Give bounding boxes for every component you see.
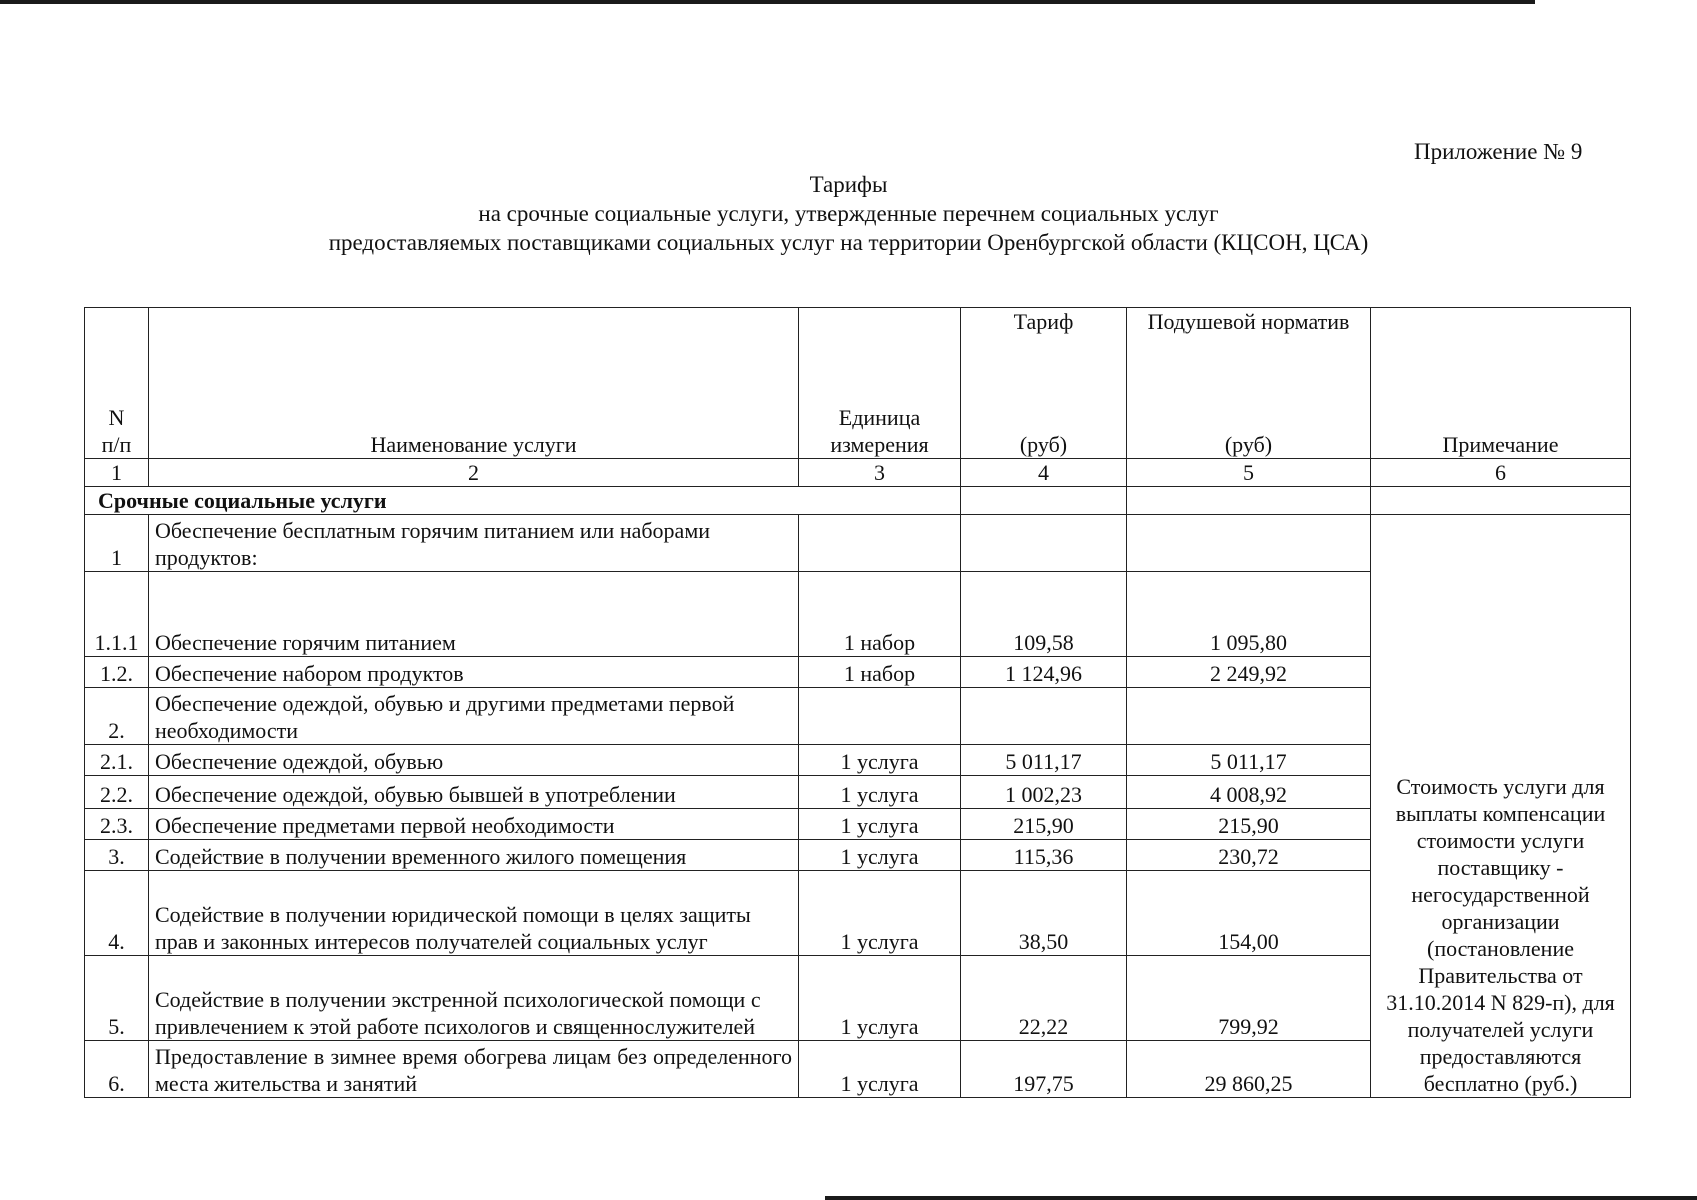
row-unit: 1 услуга	[799, 745, 961, 776]
header-tariff	[961, 308, 1127, 459]
row-number: 5.	[85, 956, 149, 1041]
header-tariff-rub: (руб)	[1019, 432, 1068, 457]
row-number: 4.	[85, 871, 149, 956]
row-number: 1.1.1	[85, 572, 149, 657]
row-service-name: Обеспечение набором продуктов	[149, 657, 799, 688]
row-norm: 5 011,17	[1127, 745, 1371, 776]
row-unit: 1 набор	[799, 657, 961, 688]
row-tariff: 109,58	[961, 572, 1127, 657]
row-norm: 799,92	[1127, 956, 1371, 1041]
row-service-name: Обеспечение одеждой, обувью и другими предметами первой необходимости	[149, 688, 799, 745]
row-norm: 215,90	[1127, 809, 1371, 840]
row-service-name: Содействие в получении экстренной психологической помощи с привлечением к этой работе психологов и священнослужителей	[149, 956, 799, 1041]
row-number: 1	[85, 515, 149, 572]
row-unit: 1 услуга	[799, 1041, 961, 1098]
header-unit-line-1: Единица	[838, 405, 921, 430]
row-unit: 1 услуга	[799, 776, 961, 809]
row-tariff	[961, 515, 1127, 572]
row-tariff: 197,75	[961, 1041, 1127, 1098]
column-number: 6	[1371, 459, 1631, 487]
section-blank-cell	[961, 487, 1127, 515]
row-number: 6.	[85, 1041, 149, 1098]
row-number: 2.	[85, 688, 149, 745]
row-number: 1.2.	[85, 657, 149, 688]
row-unit: 1 набор	[799, 572, 961, 657]
row-norm	[1127, 515, 1371, 572]
note-cell: Стоимость услуги для выплаты компенсации стоимости услуги поставщику - негосударственной организации (постановление Правительства от 31.10.2014 N 829-п), для получателей услуги предоставляются бесплатно (руб.)	[1371, 515, 1631, 1098]
row-norm: 1 095,80	[1127, 572, 1371, 657]
row-unit	[799, 515, 961, 572]
row-tariff: 1 002,23	[961, 776, 1127, 809]
row-service-name: Содействие в получении временного жилого помещения	[149, 840, 799, 871]
row-number: 2.1.	[85, 745, 149, 776]
header-norm	[1127, 308, 1371, 459]
column-number: 2	[149, 459, 799, 487]
row-service-name: Содействие в получении юридической помощи в целях защиты прав и законных интересов получателей социальных услуг	[149, 871, 799, 956]
row-unit: 1 услуга	[799, 840, 961, 871]
row-service-name: Обеспечение горячим питанием	[149, 572, 799, 657]
row-norm: 2 249,92	[1127, 657, 1371, 688]
row-tariff: 38,50	[961, 871, 1127, 956]
column-number-row	[85, 459, 1631, 487]
row-norm: 4 008,92	[1127, 776, 1371, 809]
header-name: Наименование услуги	[149, 308, 799, 459]
column-number: 5	[1127, 459, 1371, 487]
row-tariff: 5 011,17	[961, 745, 1127, 776]
title-line-2: на срочные социальные услуги, утвержденные перечнем социальных услуг	[478, 201, 1219, 226]
scan-bottom-edge	[825, 1196, 1697, 1200]
header-note: Примечание	[1371, 308, 1631, 459]
row-number: 2.3.	[85, 809, 149, 840]
header-num-line-1: N	[108, 405, 125, 430]
section-blank-cell	[1371, 487, 1631, 515]
table-header-row	[85, 308, 1631, 459]
row-tariff: 215,90	[961, 809, 1127, 840]
row-service-name: Обеспечение одеждой, обувью бывшей в употреблении	[149, 776, 799, 809]
header-num-line-2: п/п	[101, 432, 132, 457]
row-unit: 1 услуга	[799, 871, 961, 956]
header-num	[85, 308, 149, 459]
row-service-name: Обеспечение предметами первой необходимости	[149, 809, 799, 840]
header-unit	[799, 308, 961, 459]
row-number: 3.	[85, 840, 149, 871]
header-tariff-label: Тариф	[1013, 309, 1074, 334]
row-number: 2.2.	[85, 776, 149, 809]
title-line-1: Тарифы	[809, 172, 888, 197]
row-unit	[799, 688, 961, 745]
tariff-table	[84, 307, 1631, 1098]
section-blank-cell	[1127, 487, 1371, 515]
row-tariff: 115,36	[961, 840, 1127, 871]
header-norm-rub: (руб)	[1224, 432, 1273, 457]
column-number: 3	[799, 459, 961, 487]
row-tariff: 1 124,96	[961, 657, 1127, 688]
row-tariff: 22,22	[961, 956, 1127, 1041]
header-unit-line-2: измерения	[830, 432, 929, 457]
row-tariff	[961, 688, 1127, 745]
section-title: Срочные социальные услуги	[85, 487, 961, 515]
row-norm: 29 860,25	[1127, 1041, 1371, 1098]
section-row	[85, 487, 1631, 515]
row-service-name: Обеспечение одеждой, обувью	[149, 745, 799, 776]
row-unit: 1 услуга	[799, 809, 961, 840]
title-line-3: предоставляемых поставщиками социальных услуг на территории Оренбургской области (КЦСОН, ЦСА)	[328, 230, 1369, 255]
scan-top-edge	[0, 0, 1535, 4]
column-number: 1	[85, 459, 149, 487]
row-norm: 154,00	[1127, 871, 1371, 956]
row-unit: 1 услуга	[799, 956, 961, 1041]
header-norm-label: Подушевой норматив	[1147, 309, 1350, 334]
row-norm: 230,72	[1127, 840, 1371, 871]
row-service-name: Предоставление в зимнее время обогрева лицам без определенного места жительства и занятий	[149, 1041, 799, 1098]
appendix-label: Приложение № 9	[1414, 139, 1583, 164]
table-row	[85, 515, 1631, 572]
row-norm	[1127, 688, 1371, 745]
column-number: 4	[961, 459, 1127, 487]
row-service-name: Обеспечение бесплатным горячим питанием или наборами продуктов:	[149, 515, 799, 572]
document-title	[0, 170, 1697, 257]
